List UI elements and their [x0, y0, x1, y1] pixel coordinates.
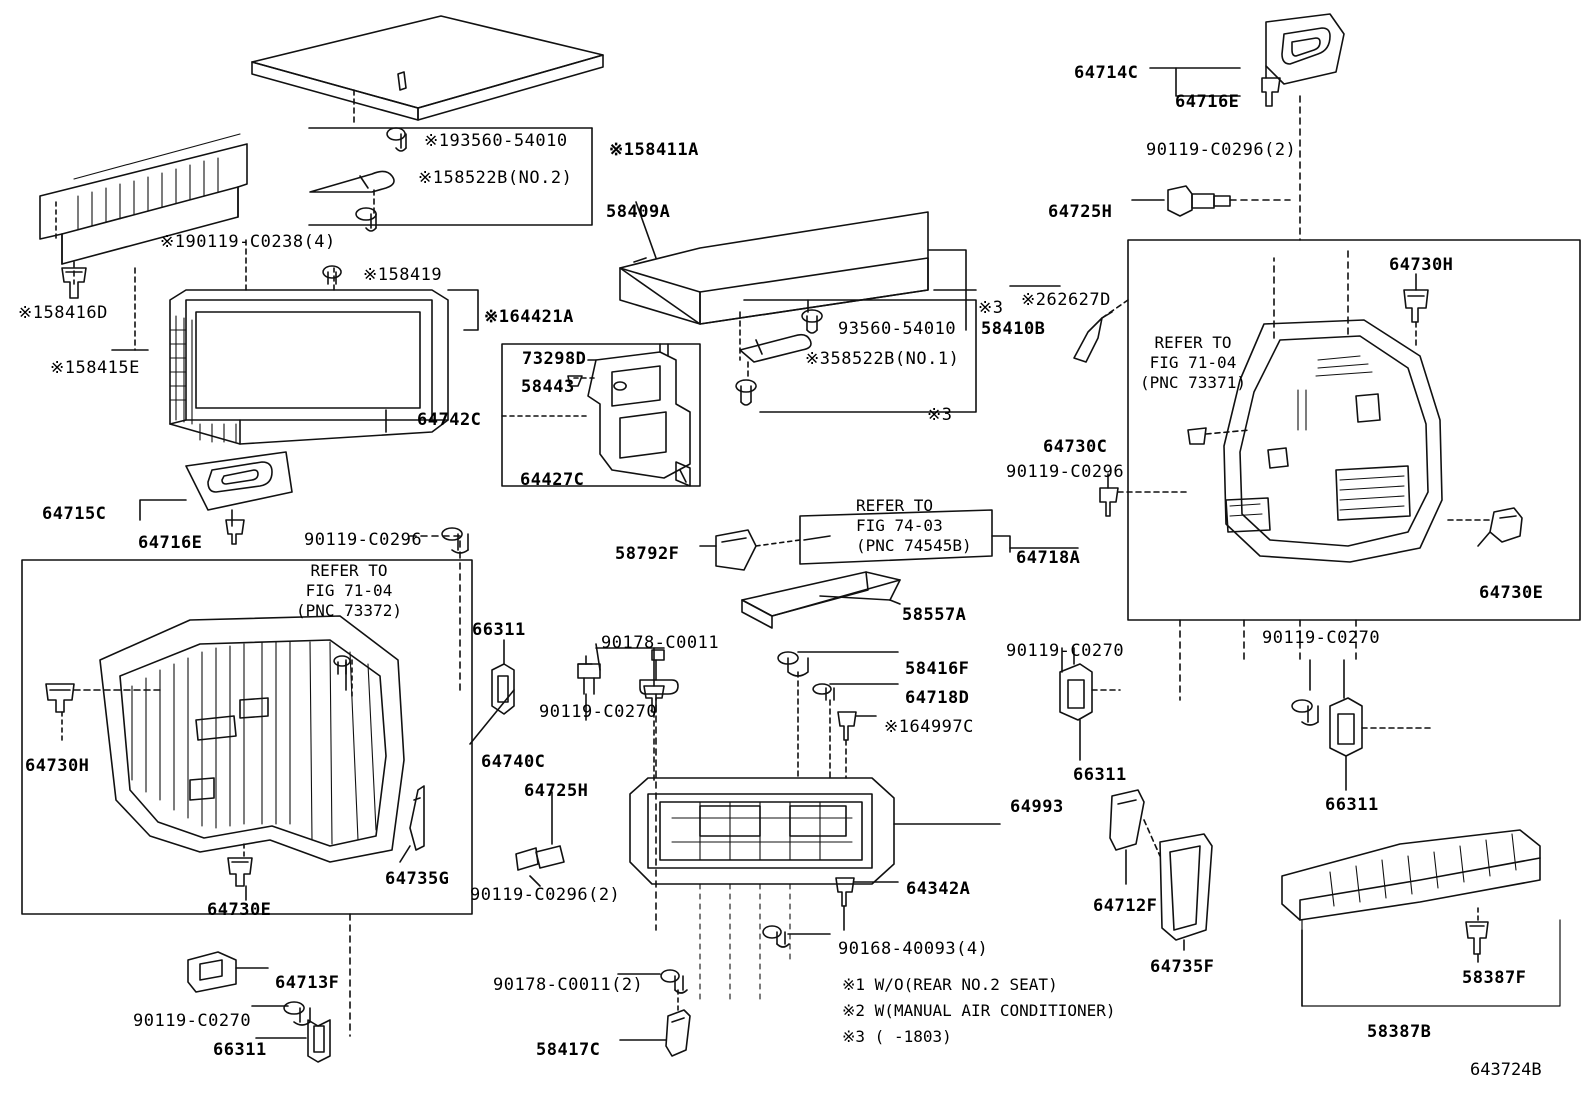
label-64730C: 64730C	[1043, 437, 1108, 457]
label-64718D: 64718D	[905, 688, 970, 708]
label-93560-54010-mid: 93560-54010	[838, 319, 957, 339]
label-58415E: ※158415E	[50, 358, 140, 378]
label-58792F: 58792F	[615, 544, 680, 564]
label-90119-C0270-b: 90119-C0270	[1262, 628, 1381, 648]
label-66311-b: 66311	[1073, 765, 1127, 785]
label-90168-40093: 90168-40093(4)	[838, 939, 989, 959]
ref-line-2: FIG 71-04	[305, 581, 393, 600]
label-64421A: ※164421A	[484, 307, 574, 327]
label-64427C: 64427C	[520, 470, 585, 490]
footnote-2: ※2 W(MANUAL AIR CONDITIONER)	[842, 1001, 1116, 1020]
label-64730H-right: 64730H	[1389, 255, 1454, 275]
ref-line-2: FIG 71-04	[1149, 353, 1237, 372]
reference-block-74545B	[856, 496, 972, 556]
label-64716E-top: 64716E	[1175, 92, 1240, 112]
footnote-3: ※3 ( -1803)	[842, 1027, 952, 1046]
label-90119-C0296-2-left: 90119-C0296(2)	[470, 885, 621, 905]
ref-line-3: (PNC 74545B)	[856, 536, 972, 555]
label-64742C: 64742C	[417, 410, 482, 430]
label-64740C: 64740C	[481, 752, 546, 772]
label-66311-c: 66311	[1325, 795, 1379, 815]
label-58522B-no2: ※158522B(NO.2)	[418, 168, 573, 188]
label-58419: ※158419	[363, 265, 443, 285]
label-90119-C0296-right: 90119-C0296	[1006, 462, 1125, 482]
label-90119-C0296-left: 90119-C0296	[304, 530, 423, 550]
label-64730E-left: 64730E	[207, 900, 272, 920]
ref-line-3: (PNC 73371)	[1140, 373, 1246, 392]
label-66311-d: 66311	[213, 1040, 267, 1060]
label-90119-C0270-a: 90119-C0270	[1006, 641, 1125, 661]
reference-block-73371	[1140, 333, 1246, 393]
label-64725H-top: 64725H	[1048, 202, 1113, 222]
label-64716E-left: 64716E	[138, 533, 203, 553]
label-58416F: 58416F	[905, 659, 970, 679]
label-64342A: 64342A	[906, 879, 971, 899]
label-64714C: 64714C	[1074, 63, 1139, 83]
ref-line-1: REFER TO	[310, 561, 388, 580]
label-64730H-left: 64730H	[25, 756, 90, 776]
label-58417C: 58417C	[536, 1040, 601, 1060]
label-73298D: 73298D	[522, 349, 587, 369]
label-64715C: 64715C	[42, 504, 107, 524]
label-64725H-left: 64725H	[524, 781, 589, 801]
label-90178-C0011: 90178-C0011	[601, 633, 720, 653]
footnote-1: ※1 W/O(REAR NO.2 SEAT)	[842, 975, 1058, 994]
label-90119-C0270-d: 90119-C0270	[133, 1011, 252, 1031]
label-58411A: ※158411A	[609, 140, 699, 160]
label-90178-C0011-2: 90178-C0011(2)	[493, 975, 644, 995]
label-58409A: 58409A	[606, 202, 671, 222]
ref-line-1: REFER TO	[1154, 333, 1232, 352]
label-64712F: 64712F	[1093, 896, 1158, 916]
label-58387B: 58387B	[1367, 1022, 1432, 1042]
label-note3-b: ※3	[927, 405, 953, 425]
label-90119-C0238: ※190119-C0238(4)	[160, 232, 336, 252]
label-64730E-right: 64730E	[1479, 583, 1544, 603]
ref-line-3: (PNC 73372)	[296, 601, 402, 620]
label-64735F: 64735F	[1150, 957, 1215, 977]
label-64735G: 64735G	[385, 869, 450, 889]
label-62627D: ※262627D	[1021, 290, 1111, 310]
ref-line-1: REFER TO	[856, 496, 934, 515]
label-66311-a: 66311	[472, 620, 526, 640]
label-64713F: 64713F	[275, 973, 340, 993]
label-64993: 64993	[1010, 797, 1064, 817]
label-58443: 58443	[521, 377, 575, 397]
label-58387F: 58387F	[1462, 968, 1527, 988]
label-58416D: ※158416D	[18, 303, 108, 323]
label-note3-a: ※3	[978, 298, 1004, 318]
label-93560-54010-top: ※193560-54010	[424, 131, 568, 151]
label-90119-C0296-2-top: 90119-C0296(2)	[1146, 140, 1297, 160]
label-64997C: ※164997C	[884, 717, 974, 737]
label-58410B: 58410B	[981, 319, 1046, 339]
reference-block-73372	[296, 561, 402, 621]
label-58557A: 58557A	[902, 605, 967, 625]
label-90119-C0270-c: 90119-C0270	[539, 702, 658, 722]
label-64718A: 64718A	[1016, 548, 1081, 568]
label-58522B-no1: ※358522B(NO.1)	[805, 349, 960, 369]
ref-line-2: FIG 74-03	[856, 516, 943, 535]
sheet-code: 643724B	[1470, 1060, 1542, 1080]
